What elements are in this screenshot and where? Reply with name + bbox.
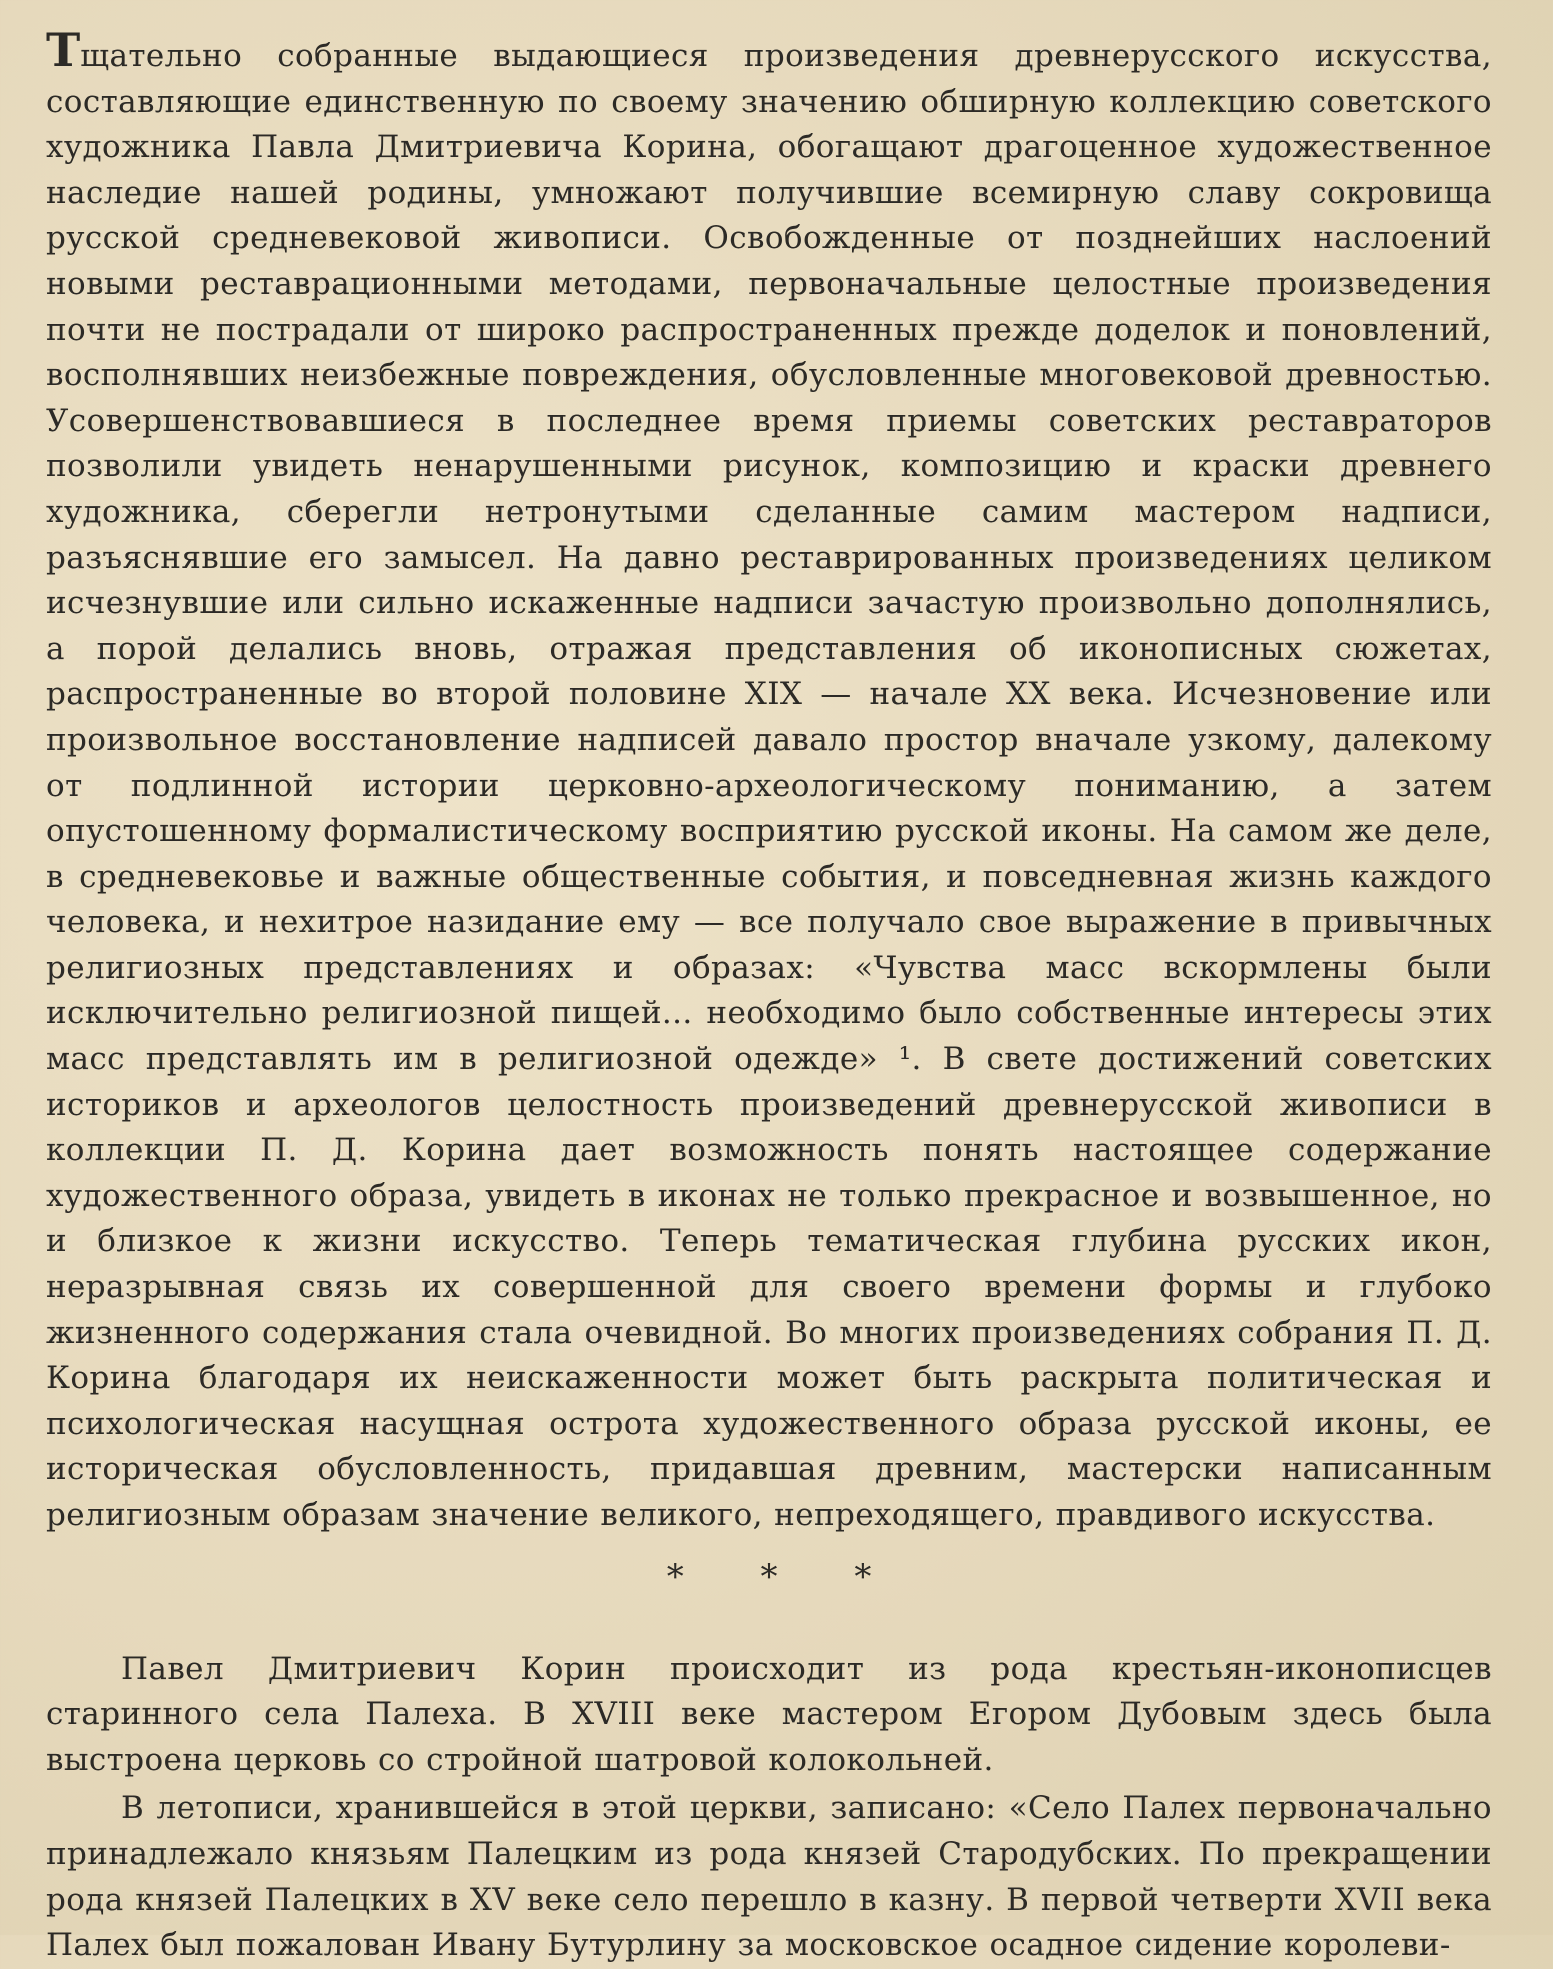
paragraph-intro: [46, 23, 1492, 1539]
document-page: [46, 23, 1492, 1969]
drop-cap: Т: [46, 23, 81, 77]
paragraph-chronicle: В летописи, хранившейся в этой церкви, записано: «Село Палех первоначально принадлежало князьям Палецким из рода князей Стародубских. По прекращении рода князей Палецких в XV веке село перешло в казну. В первой четверти XVII века Палех был пожалован Ивану Бутурлину за московское осадное сидение королеви-: [46, 1790, 1492, 1964]
separator-asterisk: *: [760, 1556, 778, 1597]
paragraph-origin: Павел Дмитриевич Корин происходит из рода крестьян-иконописцев старинного села Палеха. В XVIII веке мастером Егором Дубовым здесь была выстроена церковь со стройной шатровой колокольней.: [46, 1650, 1492, 1778]
paragraph-intro-text: щательно собранные выдающиеся произведения древнерусского искусства, составляющие единственную по своему значению обширную коллекцию советского художника Павла Дмитриевича Корина, обогащают драгоценное художественное наследие нашей родины, умножают получившие всемирную славу сокровища русской средневековой живописи. Освобожденные от позднейших наслоений новыми реставрационными методами, первоначальные целостные произведения почти не пострадали от широко распространенных прежде доделок и поновлений, восполнявших неизбежные повреждения, обусловленные многовековой древностью. Усовершенствовавшиеся в последнее время приемы советских реставраторов позволили увидеть ненарушенными рисунок, композицию и краски древнего художника, сберегли нетронутыми сделанные самим мастером надписи, разъяснявшие его замысел. На давно реставрированных произведениях целиком исчезнувшие или сильно искаженные надписи зачастую произвольно дополнялись, а порой делались вновь, отражая представления об иконописных сюжетах, распространенные во второй половине XIX — начале XX века. Исчезновение или произвольное восстановление надписей давало простор вначале узкому, далекому от подлинной истории церковно-археологическому пониманию, а затем опустошенному формалистическому восприятию русской иконы. На самом же деле, в средневековье и важные общественные события, и повседневная жизнь каждого человека, и нехитрое назидание ему — все получало свое выражение в привычных религиозных представлениях и образах: «Чувства масс вскормлены были исключительно религиозной пищей... необходимо было собственные интересы этих масс представлять им в религиозной одежде» ¹. В свете достижений советских историков и археологов целостность произведений древнерусской живописи в коллекции П. Д. Корина дает возможность понять настоящее содержание художественного образа, увидеть в иконах не только прекрасное и возвышенное, но и близкое к жизни искусство. Теперь тематическая глубина русских икон, неразрывная связь их совершенной для своего времени формы и глубоко жизненного содержания стала очевидной. Во многих произведениях собрания П. Д. Корина благодаря их неискаженности может быть раскрыта политическая и психологическая насущная острота художественного образа русской иконы, ее историческая обусловленность, придавшая древним, мастерски написанным религиозным образам значение великого, непреходящего, правдивого искусства.: [46, 38, 1492, 1533]
separator-asterisk: *: [666, 1556, 684, 1597]
section-separator: [46, 1539, 1492, 1647]
separator-asterisk: *: [854, 1556, 872, 1597]
